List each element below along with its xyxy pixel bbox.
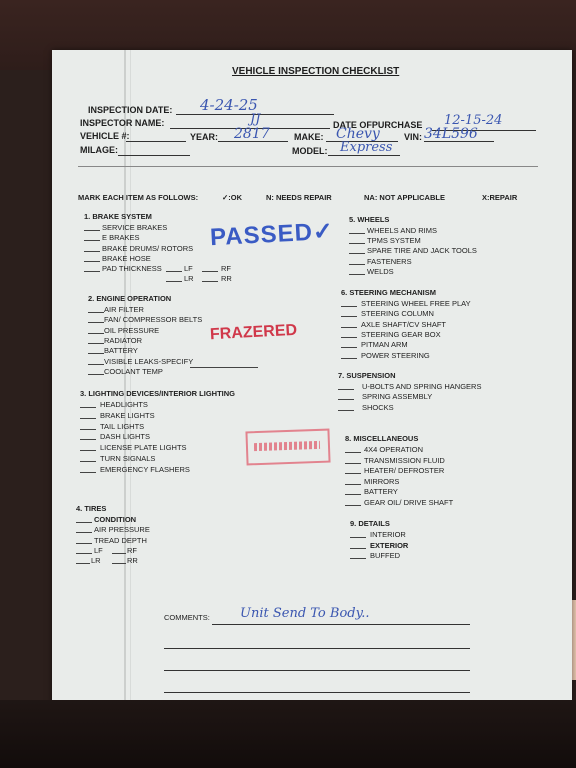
checkbox-line-lighting-4[interactable] bbox=[80, 450, 96, 451]
checkbox-line-wheels-4[interactable] bbox=[349, 274, 365, 275]
item-wheels-1: TPMS SYSTEM bbox=[367, 236, 421, 246]
comments-line-2 bbox=[164, 648, 470, 649]
checkbox-line-suspension-0[interactable] bbox=[338, 389, 354, 390]
brake-rr-line[interactable] bbox=[202, 281, 218, 282]
item-suspension-2: SHOCKS bbox=[362, 402, 394, 412]
checkbox-line-suspension-1[interactable] bbox=[338, 399, 354, 400]
item-brake-2: BRAKE DRUMS/ ROTORS bbox=[102, 243, 194, 253]
checkbox-line-tires-0[interactable] bbox=[76, 522, 92, 523]
checkbox-line-steering-5[interactable] bbox=[341, 358, 357, 359]
make-value[interactable]: Chevy bbox=[336, 126, 380, 142]
item-tires-2: TREAD DEPTH bbox=[94, 535, 147, 545]
item-lighting-6: EMERGENCY FLASHERS bbox=[100, 464, 190, 474]
item-wheels-3: FASTENERS bbox=[367, 256, 412, 266]
milage-line bbox=[118, 155, 190, 156]
item-steering-0: STEERING WHEEL FREE PLAY bbox=[361, 299, 471, 308]
model-line bbox=[328, 155, 400, 156]
comments-line-1 bbox=[212, 624, 470, 625]
checkbox-line-details-2[interactable] bbox=[350, 558, 366, 559]
brake-lr-label: LR bbox=[184, 274, 194, 284]
legend-mark: MARK EACH ITEM AS FOLLOWS: bbox=[78, 193, 199, 202]
date-purchase-label: DATE OFPURCHASE bbox=[333, 120, 423, 130]
vehicle-number-label: VEHICLE #: bbox=[80, 131, 130, 141]
tires-lf-line[interactable] bbox=[76, 553, 92, 554]
desk-background-bottom bbox=[0, 700, 576, 768]
item-steering-1: STEERING COLUMN bbox=[361, 309, 434, 319]
checkbox-line-lighting-2[interactable] bbox=[80, 429, 96, 430]
item-wheels-4: WELDS bbox=[367, 266, 394, 276]
item-wheels-0: WHEELS AND RIMS bbox=[367, 226, 438, 235]
checkbox-line-engine-5[interactable] bbox=[88, 364, 104, 365]
paper-fold bbox=[124, 50, 126, 705]
engine-leaks-specify-line[interactable] bbox=[190, 367, 258, 368]
item-engine-6: COOLANT TEMP bbox=[104, 366, 163, 376]
checkbox-line-brake-1[interactable] bbox=[84, 240, 100, 241]
checkbox-line-details-0[interactable] bbox=[350, 537, 366, 538]
item-misc-0: 4X4 OPERATION bbox=[364, 445, 424, 454]
checkbox-line-lighting-1[interactable] bbox=[80, 418, 96, 419]
brake-rf-line[interactable] bbox=[202, 271, 218, 272]
frazered-stamp: FRAZERED bbox=[209, 321, 298, 344]
checkbox-line-misc-3[interactable] bbox=[345, 484, 361, 485]
checkbox-line-steering-3[interactable] bbox=[341, 337, 357, 338]
checkbox-line-wheels-1[interactable] bbox=[349, 243, 365, 244]
checkbox-line-tires-2[interactable] bbox=[76, 543, 92, 544]
item-lighting-5: TURN SIGNALS bbox=[100, 454, 156, 463]
brake-rf-label: RF bbox=[221, 264, 231, 274]
item-engine-0: AIR FILTER bbox=[104, 305, 144, 314]
model-value[interactable]: Express bbox=[340, 140, 393, 155]
item-brake-3: BRAKE HOSE bbox=[102, 253, 151, 263]
item-misc-1: TRANSMISSION FLUID bbox=[364, 455, 445, 465]
item-suspension-1: SPRING ASSEMBLY bbox=[362, 392, 433, 402]
brake-lr-line[interactable] bbox=[166, 281, 182, 282]
brake-lf-line[interactable] bbox=[166, 271, 182, 272]
inspector-name-label: INSPECTOR NAME: bbox=[80, 118, 165, 128]
item-brake-1: E BRAKES bbox=[102, 233, 140, 243]
comments-value[interactable]: Unit Send To Body.. bbox=[240, 606, 370, 621]
page-title: VEHICLE INSPECTION CHECKLIST bbox=[232, 66, 400, 77]
item-engine-1: FAN/ COMPRESSOR BELTS bbox=[104, 315, 203, 325]
item-steering-3: STEERING GEAR BOX bbox=[361, 329, 441, 339]
item-tires-1: AIR PRESSURE bbox=[94, 525, 150, 535]
checkbox-line-suspension-2[interactable] bbox=[338, 410, 354, 411]
checkbox-line-lighting-3[interactable] bbox=[80, 439, 96, 440]
checkbox-line-brake-0[interactable] bbox=[84, 230, 100, 231]
year-label: YEAR: bbox=[190, 132, 219, 142]
legend-not-applicable: NA: NOT APPLICABLE bbox=[364, 193, 445, 202]
checkbox-line-wheels-3[interactable] bbox=[349, 264, 365, 265]
item-brake-4: PAD THICKNESS bbox=[102, 264, 162, 274]
checkbox-line-lighting-6[interactable] bbox=[80, 472, 96, 473]
tires-lr-label: LR bbox=[91, 555, 101, 565]
section-title-brake: 1. BRAKE SYSTEM bbox=[84, 212, 152, 221]
checkbox-line-misc-5[interactable] bbox=[345, 505, 361, 506]
item-steering-2: AXLE SHAFT/CV SHAFT bbox=[361, 319, 447, 329]
item-engine-3: RADIATOR bbox=[104, 335, 143, 345]
item-lighting-3: DASH LIGHTS bbox=[100, 432, 151, 442]
legend-ok: ✓:OK bbox=[222, 193, 243, 202]
tires-rr-line[interactable] bbox=[112, 563, 126, 564]
checkbox-line-misc-0[interactable] bbox=[345, 452, 361, 453]
date-purchase-value[interactable]: 12-15-24 bbox=[444, 113, 503, 128]
checkbox-line-engine-3[interactable] bbox=[88, 343, 104, 344]
item-details-0: INTERIOR bbox=[370, 530, 406, 539]
tires-lf-label: LF bbox=[94, 545, 103, 555]
paper-fold-shadow bbox=[130, 50, 131, 705]
model-label: MODEL: bbox=[292, 146, 328, 156]
checkbox-line-wheels-2[interactable] bbox=[349, 253, 365, 254]
section-title-steering: 6. STEERING MECHANISM bbox=[341, 288, 437, 297]
item-engine-2: OIL PRESSURE bbox=[104, 325, 160, 335]
item-brake-0: SERVICE BRAKES bbox=[102, 223, 168, 232]
checkbox-line-engine-2[interactable] bbox=[88, 333, 104, 334]
section-title-misc: 8. MISCELLANEOUS bbox=[345, 434, 419, 443]
item-steering-4: PITMAN ARM bbox=[361, 340, 408, 350]
checkbox-line-misc-1[interactable] bbox=[345, 463, 361, 464]
item-details-1: EXTERIOR bbox=[370, 540, 409, 550]
inspection-date-label: INSPECTION DATE: bbox=[88, 105, 173, 115]
item-details-2: BUFFED bbox=[370, 551, 400, 560]
milage-label: MILAGE: bbox=[80, 145, 118, 155]
item-misc-5: GEAR OIL/ DRIVE SHAFT bbox=[364, 498, 454, 507]
header-divider bbox=[78, 166, 538, 167]
tires-rf-line[interactable] bbox=[112, 553, 126, 554]
checkbox-line-wheels-0[interactable] bbox=[349, 233, 365, 234]
inspector-name-value[interactable]: JJ bbox=[250, 112, 261, 127]
section-title-lighting: 3. LIGHTING DEVICES/INTERIOR LIGHTING bbox=[80, 389, 236, 398]
section-title-suspension: 7. SUSPENSION bbox=[338, 371, 396, 380]
legend-needs-repair: N: NEEDS REPAIR bbox=[266, 193, 332, 202]
item-misc-3: MIRRORS bbox=[364, 476, 400, 486]
checkbox-line-steering-2[interactable] bbox=[341, 327, 357, 328]
item-lighting-4: LICENSE PLATE LIGHTS bbox=[100, 443, 187, 453]
vin-label: VIN: bbox=[404, 132, 422, 142]
checkbox-line-brake-2[interactable] bbox=[84, 251, 100, 252]
checkbox-line-misc-4[interactable] bbox=[345, 494, 361, 495]
checkbox-line-steering-1[interactable] bbox=[341, 316, 357, 317]
section-title-tires: 4. TIRES bbox=[76, 504, 107, 513]
checkbox-line-brake-3[interactable] bbox=[84, 261, 100, 262]
section-title-details: 9. DETAILS bbox=[350, 519, 390, 528]
checkbox-line-steering-0[interactable] bbox=[341, 306, 357, 307]
item-engine-5: VISIBLE LEAKS-SPECIFY bbox=[104, 356, 194, 366]
checkbox-line-brake-4[interactable] bbox=[84, 271, 100, 272]
comments-label: COMMENTS: bbox=[164, 613, 210, 622]
tires-lr-line[interactable] bbox=[76, 563, 90, 564]
item-lighting-0: HEADLIGHTS bbox=[100, 400, 148, 409]
checkbox-line-steering-4[interactable] bbox=[341, 347, 357, 348]
checkbox-line-engine-0[interactable] bbox=[88, 312, 104, 313]
checkbox-line-misc-2[interactable] bbox=[345, 473, 361, 474]
checkbox-line-details-1[interactable] bbox=[350, 548, 366, 549]
year-value[interactable]: 2817 bbox=[234, 126, 270, 142]
checkbox-line-engine-4[interactable] bbox=[88, 353, 104, 354]
legend-repair: X:REPAIR bbox=[482, 193, 518, 202]
item-steering-5: POWER STEERING bbox=[361, 350, 430, 360]
item-lighting-2: TAIL LIGHTS bbox=[100, 421, 145, 431]
checkbox-line-lighting-5[interactable] bbox=[80, 461, 96, 462]
checkbox-line-engine-1[interactable] bbox=[88, 322, 104, 323]
checkbox-line-lighting-0[interactable] bbox=[80, 407, 96, 408]
checkbox-line-engine-6[interactable] bbox=[88, 374, 104, 375]
vehicle-number-line bbox=[126, 141, 186, 142]
item-misc-4: BATTERY bbox=[364, 487, 398, 497]
red-rectangle-stamp bbox=[245, 429, 330, 466]
brake-rr-label: RR bbox=[221, 274, 232, 284]
item-engine-4: BATTERY bbox=[104, 346, 138, 356]
checkbox-line-tires-1[interactable] bbox=[76, 532, 92, 533]
passed-stamp: PASSED✓ bbox=[209, 217, 335, 252]
item-lighting-1: BRAKE LIGHTS bbox=[100, 410, 155, 420]
tires-rf-label: RF bbox=[127, 545, 137, 555]
item-tires-0: CONDITION bbox=[94, 515, 137, 524]
tires-rr-label: RR bbox=[127, 555, 138, 565]
inspection-date-value[interactable]: 4-24-25 bbox=[200, 96, 258, 114]
brake-lf-label: LF bbox=[184, 264, 193, 274]
section-title-wheels: 5. WHEELS bbox=[349, 215, 390, 224]
vin-value[interactable]: 34L596 bbox=[424, 126, 478, 142]
section-title-engine: 2. ENGINE OPERATION bbox=[88, 294, 172, 303]
item-wheels-2: SPARE TIRE AND JACK TOOLS bbox=[367, 246, 477, 256]
item-suspension-0: U-BOLTS AND SPRING HANGERS bbox=[362, 382, 482, 391]
comments-line-3 bbox=[164, 670, 470, 671]
comments-line-4 bbox=[164, 692, 470, 693]
make-label: MAKE: bbox=[294, 132, 324, 142]
item-misc-2: HEATER/ DEFROSTER bbox=[364, 466, 445, 476]
